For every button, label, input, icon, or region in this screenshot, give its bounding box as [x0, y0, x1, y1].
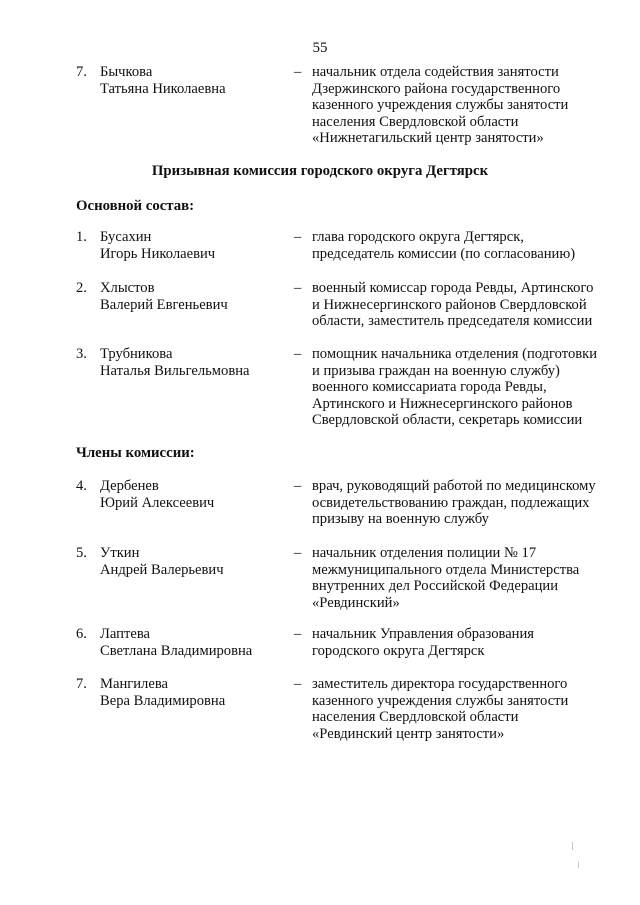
page-number: 55	[312, 40, 328, 56]
person-name	[100, 545, 300, 578]
role-line: казенного учреждения службы занятости	[312, 97, 569, 114]
given-names: Юрий Алексеевич	[100, 494, 215, 511]
surname: Уткин	[100, 545, 140, 561]
given-names: Светлана Владимировна	[100, 642, 253, 659]
surname: Дербенев	[100, 478, 159, 494]
person-name	[100, 346, 300, 379]
dash: –	[294, 676, 302, 692]
position-description	[312, 346, 617, 429]
scan-artifact	[578, 862, 579, 868]
role-line: Свердловской области, секретарь комиссии	[312, 412, 583, 429]
item-number: 5.	[76, 545, 87, 561]
position-description	[312, 478, 617, 528]
item-number: 4.	[76, 478, 87, 494]
role-line: освидетельствованию граждан, подлежащих	[312, 494, 590, 511]
position-description	[312, 229, 617, 262]
given-names: Игорь Николаевич	[100, 245, 216, 262]
surname: Лаптева	[100, 626, 151, 642]
role-line: начальник Управления образования	[312, 626, 534, 642]
given-names: Андрей Валерьевич	[100, 561, 224, 578]
item-number: 2.	[76, 280, 87, 296]
person-name	[100, 478, 300, 511]
role-line: Артинского и Нижнесергинского районов	[312, 395, 573, 412]
role-line: населения Свердловской области	[312, 709, 519, 726]
role-line: казенного учреждения службы занятости	[312, 692, 569, 709]
dash: –	[294, 478, 302, 494]
surname: Трубникова	[100, 346, 173, 362]
role-line: начальник отделения полиции № 17	[312, 545, 537, 561]
dash: –	[294, 64, 302, 80]
role-line: военного комиссариата города Ревды,	[312, 379, 547, 396]
surname: Хлыстов	[100, 280, 155, 296]
members-heading: Члены комиссии:	[76, 445, 195, 461]
surname: Мангилева	[100, 676, 168, 692]
given-names: Наталья Вильгельмовна	[100, 362, 250, 379]
commission-title: Призывная комиссия городского округа Дегтярск	[151, 163, 489, 179]
role-line: «Ревдинский центр занятости»	[312, 725, 505, 742]
item-number: 7.	[76, 64, 87, 80]
role-line: и призыва граждан на военную службу)	[312, 362, 560, 379]
dash: –	[294, 229, 302, 245]
person-name	[100, 229, 300, 262]
dash: –	[294, 346, 302, 362]
item-number: 3.	[76, 346, 87, 362]
main-composition-heading: Основной состав:	[76, 198, 195, 214]
role-line: городского округа Дегтярск	[312, 642, 485, 659]
item-number: 6.	[76, 626, 87, 642]
role-line: заместитель директора государственного	[312, 676, 568, 692]
role-line: населения Свердловской области	[312, 113, 519, 130]
person-name	[100, 676, 300, 709]
position-description	[312, 676, 617, 742]
item-number: 1.	[76, 229, 87, 245]
person-name	[100, 280, 300, 313]
role-line: председатель комиссии (по согласованию)	[312, 245, 576, 262]
role-line: межмуниципального отдела Министерства	[312, 561, 580, 578]
role-line: области, заместитель председателя комиссии	[312, 313, 593, 330]
dash: –	[294, 626, 302, 642]
item-number: 7.	[76, 676, 87, 692]
role-line: начальник отдела содействия занятости	[312, 64, 559, 80]
given-names: Вера Владимировна	[100, 692, 226, 709]
person-name	[100, 64, 300, 97]
role-line: врач, руководящий работой по медицинскому	[312, 478, 596, 494]
position-description	[312, 64, 617, 147]
role-line: военный комиссар города Ревды, Артинского	[312, 280, 594, 296]
role-line: помощник начальника отделения (подготовки	[312, 346, 598, 362]
surname: Бусахин	[100, 229, 152, 245]
role-line: и Нижнесергинского районов Свердловской	[312, 296, 587, 313]
scan-artifact	[572, 842, 573, 850]
position-description	[312, 545, 617, 611]
given-names: Татьяна Николаевна	[100, 80, 226, 97]
position-description	[312, 626, 617, 659]
role-line: глава городского округа Дегтярск,	[312, 229, 524, 245]
given-names: Валерий Евгеньевич	[100, 296, 228, 313]
role-line: призыву на военную службу	[312, 511, 489, 528]
role-line: «Нижнетагильский центр занятости»	[312, 130, 544, 147]
position-description	[312, 280, 617, 330]
role-line: «Ревдинский»	[312, 594, 400, 611]
person-name	[100, 626, 300, 659]
role-line: Дзержинского района государственного	[312, 80, 561, 97]
surname: Бычкова	[100, 64, 153, 80]
dash: –	[294, 545, 302, 561]
role-line: внутренних дел Российской Федерации	[312, 578, 559, 595]
dash: –	[294, 280, 302, 296]
